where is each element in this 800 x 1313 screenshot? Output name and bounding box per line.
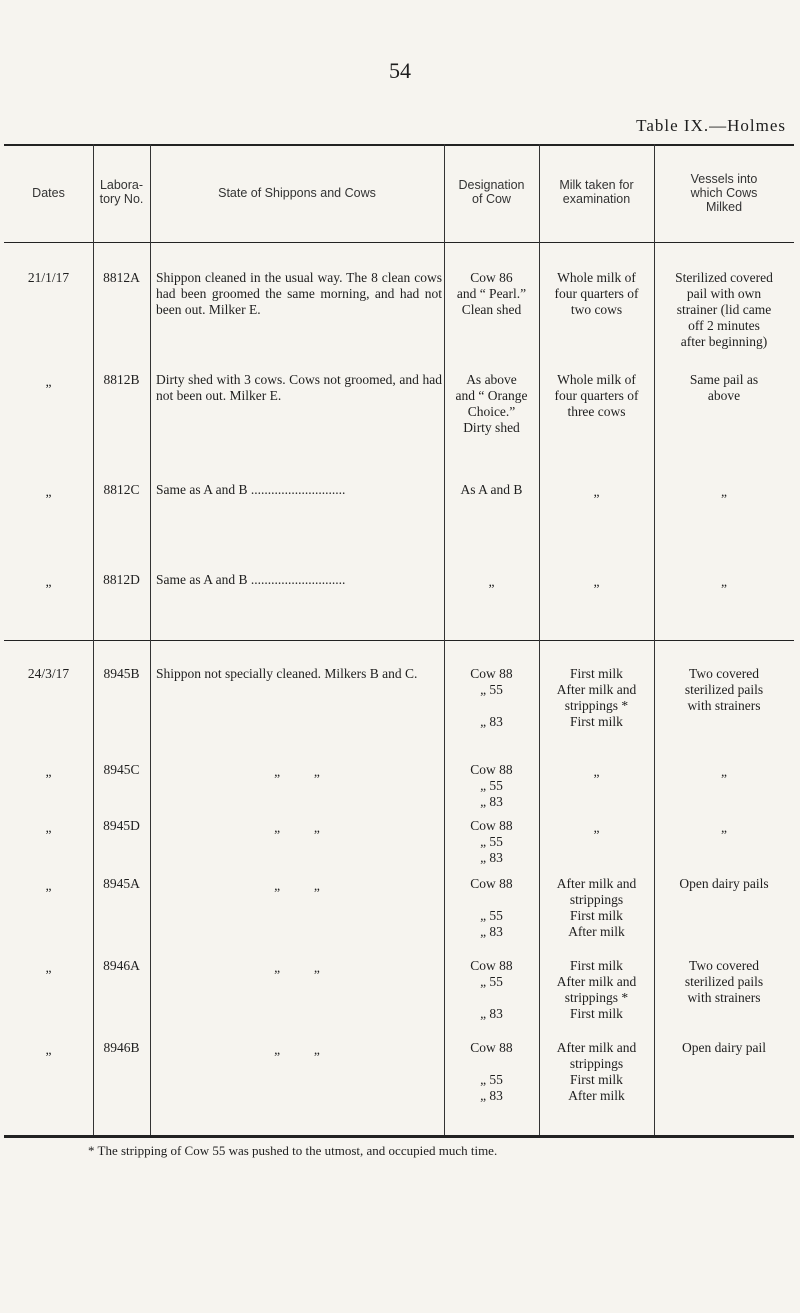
row-designation: Cow 88 „ 55 „ 83 [470, 958, 513, 1021]
row-date: 24/3/17 [27, 666, 70, 681]
row-date: „ [45, 820, 52, 835]
header-milk: Milk taken for examination [559, 178, 634, 206]
row-vessels: „ [721, 484, 727, 499]
header-vessels: Vessels into which Cows Milked [690, 172, 758, 214]
row-designation: Cow 88 „ 55 „ 83 [470, 818, 513, 865]
row-state: „ „ [274, 820, 320, 835]
row-date: „ [45, 574, 52, 589]
row-date: „ [45, 764, 52, 779]
footnote: * The stripping of Cow 55 was pushed to the utmost, and occupied much time. [88, 1143, 498, 1158]
row-designation: Cow 88 „ 55 „ 83 [470, 876, 513, 939]
table-top-rule [4, 144, 794, 146]
row-lab-no: 8945C [103, 762, 140, 777]
row-date: „ [45, 878, 52, 893]
page-number: 54 [389, 58, 411, 83]
row-vessels: Open dairy pails [679, 876, 769, 891]
row-milk: „ [593, 574, 600, 589]
row-state: Shippon cleaned in the usual way. The 8 clean cows had been groomed the same morning, and had not been out. Milker E. [156, 270, 442, 317]
header-rule [4, 242, 794, 243]
row-milk: After milk and strippings First milk After milk [556, 1040, 637, 1103]
row-lab-no: 8812A [103, 270, 140, 285]
table-bottom-rule [4, 1135, 794, 1138]
header-lab-no: Labora- tory No. [99, 178, 144, 206]
row-vessels: „ [721, 764, 727, 779]
row-lab-no: 8812B [103, 372, 140, 387]
row-milk: After milk and strippings First milk After milk [556, 876, 637, 939]
row-designation: Cow 88 „ 55 „ 83 [470, 1040, 513, 1103]
row-state: Shippon not specially cleaned. Milkers B and C. [156, 666, 418, 681]
row-state: „ „ [274, 960, 320, 975]
row-vessels: Two covered sterilized pails with strainers [684, 666, 764, 713]
row-state: „ „ [274, 1042, 320, 1057]
row-state: „ „ [274, 764, 320, 779]
row-vessels: Same pail as above [689, 372, 759, 403]
row-vessels: „ [721, 820, 727, 835]
row-milk: Whole milk of four quarters of three cows [554, 372, 639, 419]
row-lab-no: 8946A [103, 958, 140, 973]
row-state: „ „ [274, 878, 320, 893]
row-date: „ [45, 374, 52, 389]
row-lab-no: 8812C [103, 482, 140, 497]
table-title: Table IX.—Holmes [636, 116, 786, 135]
row-lab-no: 8945D [103, 818, 140, 833]
row-date: „ [45, 1042, 52, 1057]
column-divider [150, 144, 151, 1135]
row-designation: As A and B [460, 482, 523, 497]
row-designation: Cow 86 and “ Pearl.” Clean shed [456, 270, 527, 317]
row-milk: „ [593, 484, 600, 499]
row-designation: As above and “ Orange Choice.” Dirty shed [455, 372, 528, 435]
row-designation: „ [488, 574, 495, 589]
row-vessels: Two covered sterilized pails with strainers [684, 958, 764, 1005]
row-vessels: Open dairy pail [682, 1040, 766, 1055]
row-designation: Cow 88 „ 55 „ 83 [470, 666, 513, 729]
row-date: „ [45, 484, 52, 499]
row-date: „ [45, 960, 52, 975]
row-milk: „ [593, 764, 600, 779]
row-vessels: „ [721, 574, 727, 589]
row-vessels: Sterilized covered pail with own strainer (lid came off 2 minutes after beginning) [675, 270, 773, 349]
row-lab-no: 8812D [103, 572, 140, 587]
row-lab-no: 8945A [103, 876, 140, 891]
header-dates: Dates [32, 186, 65, 200]
row-milk: Whole milk of four quarters of two cows [554, 270, 639, 317]
column-divider [93, 144, 94, 1135]
row-milk: First milk After milk and strippings * First milk [556, 958, 637, 1021]
row-state: Same as A and B ............................ [156, 572, 346, 587]
row-lab-no: 8945B [103, 666, 140, 681]
row-state: Dirty shed with 3 cows. Cows not groomed, and had not been out. Milker E. [156, 372, 442, 403]
header-state: State of Shippons and Cows [218, 186, 376, 200]
section-rule [4, 640, 794, 641]
row-date: 21/1/17 [27, 270, 70, 285]
row-milk: First milk After milk and strippings * First milk [556, 666, 637, 729]
header-designation: Designation of Cow [458, 178, 525, 206]
row-milk: „ [593, 820, 600, 835]
row-designation: Cow 88 „ 55 „ 83 [470, 762, 513, 809]
row-lab-no: 8946B [103, 1040, 140, 1055]
row-state: Same as A and B ............................ [156, 482, 346, 497]
